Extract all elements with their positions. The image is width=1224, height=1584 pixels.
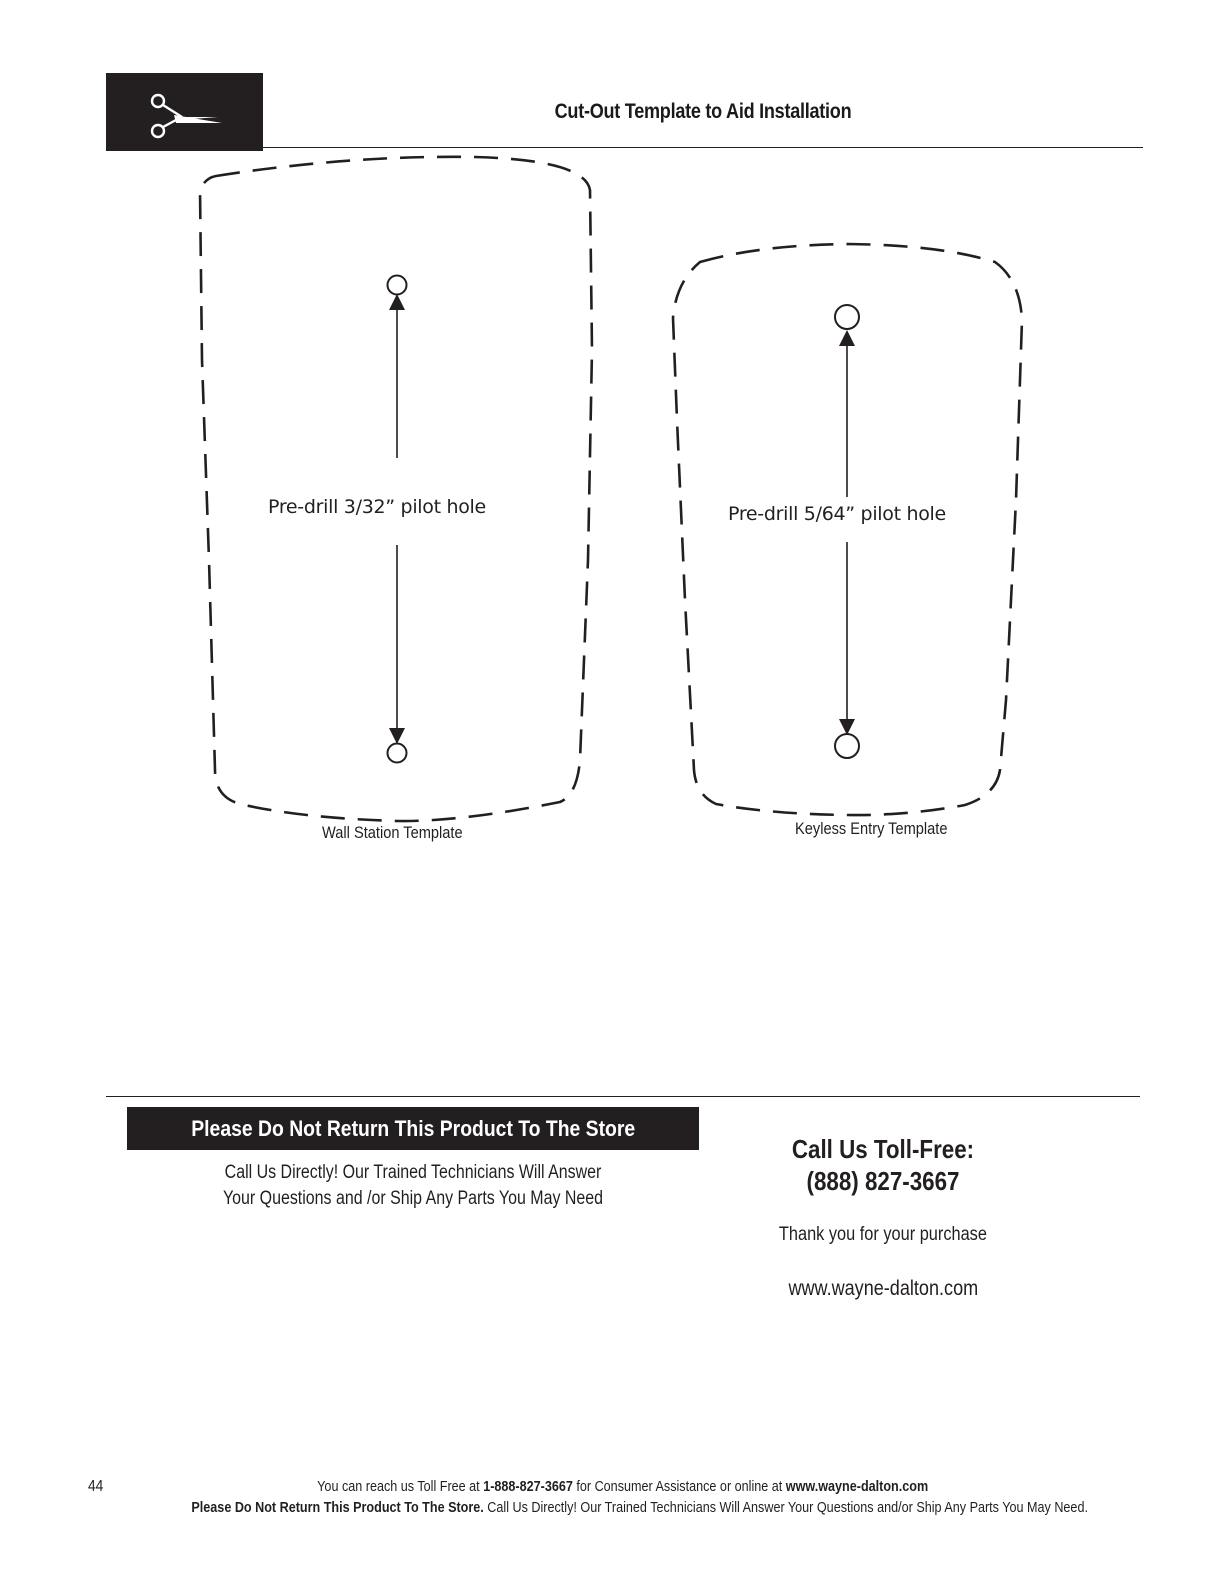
wall-station-top-hole xyxy=(388,276,407,295)
footer-website: www.wayne-dalton.com xyxy=(786,1478,929,1495)
footer-line1-middle: for Consumer Assistance or online at xyxy=(573,1478,787,1495)
page-number: 44 xyxy=(88,1478,104,1495)
keyless-entry-top-hole xyxy=(835,305,859,329)
toll-free-label: Call Us Toll-Free: xyxy=(791,1134,975,1164)
footer-return-details: Call Us Directly! Our Trained Technicians Will Answer Your Questions and/or Ship Any Parts You May Need. xyxy=(483,1499,1088,1516)
toll-free-phone: (888) 827-3667 xyxy=(806,1166,960,1196)
keyless-entry-bottom-hole xyxy=(835,734,859,758)
return-notice-banner-text: Please Do Not Return This Product To The Store xyxy=(191,1115,635,1141)
footer-phone: 1-888-827-3667 xyxy=(483,1478,574,1495)
footer-return-line xyxy=(106,1499,1140,1516)
wall-station-cut-outline xyxy=(200,157,592,821)
page-title: Cut-Out Template to Aid Installation xyxy=(554,100,852,123)
wall-station-caption: Wall Station Template xyxy=(322,823,463,842)
website-text xyxy=(733,1277,1033,1301)
footer-return-notice: Please Do Not Return This Product To The Store. xyxy=(191,1499,484,1516)
wall-station-drill-label: Pre-drill 3/32” pilot hole xyxy=(268,496,486,518)
footer-line1-intro: You can reach us Toll Free at xyxy=(317,1478,484,1495)
footer-contact-line xyxy=(106,1478,1140,1495)
section-divider xyxy=(106,1096,1140,1097)
call-directly-text xyxy=(127,1160,699,1212)
website-url: www.wayne-dalton.com xyxy=(788,1277,978,1300)
keyless-entry-caption: Keyless Entry Template xyxy=(795,819,948,838)
thank-you-line: Thank you for your purchase xyxy=(778,1224,987,1245)
keyless-entry-drill-label: Pre-drill 5/64” pilot hole xyxy=(728,503,946,525)
thank-you-text xyxy=(733,1224,1033,1246)
call-directly-line-1: Call Us Directly! Our Trained Technicians Will Answer xyxy=(224,1162,602,1183)
call-directly-line-2: Your Questions and /or Ship Any Parts You May Need xyxy=(222,1188,604,1209)
return-notice-banner xyxy=(127,1107,699,1150)
wall-station-bottom-hole xyxy=(388,744,407,763)
toll-free-block xyxy=(733,1133,1033,1197)
